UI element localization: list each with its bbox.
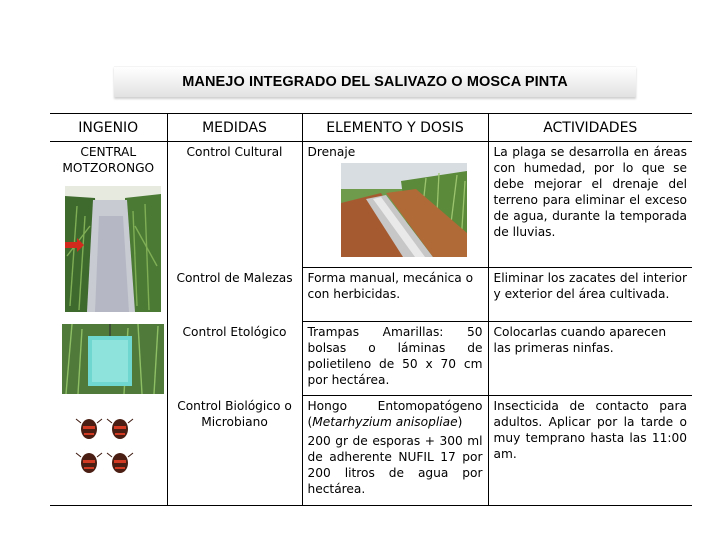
header-row: [50, 114, 692, 142]
elemento-text-1: Hongo Entomopatógeno (: [307, 399, 483, 429]
table-row: [50, 396, 692, 506]
yellow-trap-image: [62, 324, 164, 394]
header-elemento: ELEMENTO Y DOSIS: [302, 114, 488, 142]
page-title: MANEJO INTEGRADO DEL SALIVAZO O MOSCA PINTA: [182, 74, 568, 90]
elemento-dose: 200 gr de esporas + 300 ml de adherente NUFIL 17 por 200 litros de agua por hectárea.: [307, 434, 483, 496]
elemento-text-2: ): [457, 415, 463, 429]
ingenio-name-line2: MOTZORONGO: [62, 161, 155, 175]
elemento-cell: Forma manual, mecánica o con herbicidas.: [302, 268, 488, 322]
elemento-cell: Drenaje: [302, 142, 488, 268]
elemento-species: Metarhyzium anisopliae: [312, 415, 458, 429]
cane-field-road-image: [65, 186, 161, 312]
header-medidas: MEDIDAS: [167, 114, 302, 142]
header-ingenio: INGENIO: [50, 114, 167, 142]
drainage-ditch-image: [341, 163, 467, 257]
elemento-cell: Trampas Amarillas: 50 bolsas o láminas de polietileno de 50 x 70 cm por hectárea.: [302, 322, 488, 396]
spittlebug-insects-image: [72, 413, 140, 482]
actividad-cell: Colocarlas cuando aparecen las primeras ninfas.: [488, 322, 692, 396]
ingenio-name-line1: CENTRAL: [80, 145, 137, 159]
elemento-cell: [302, 396, 488, 506]
actividad-cell: La plaga se desarrolla en áreas con humedad, por lo que se debe mejorar el drenaje del terreno para eliminar el exceso de agua, durante la temporada de lluvias.: [493, 145, 687, 239]
medida-cell: Control Biológico o Microbiano: [167, 396, 302, 506]
title-banner: [114, 66, 636, 97]
actividad-cell: Insecticida de contacto para adultos. Aplicar por la tarde o muy temprano hasta las 11:00 am.: [488, 396, 692, 506]
medida-cell: Control Etológico: [167, 322, 302, 396]
actividad-cell: Eliminar los zacates del interior y exterior del área cultivada.: [488, 268, 692, 322]
medida-cell: Control Cultural: [167, 142, 302, 268]
header-actividades: ACTIVIDADES: [488, 114, 692, 142]
medida-cell: Control de Malezas: [167, 268, 302, 322]
